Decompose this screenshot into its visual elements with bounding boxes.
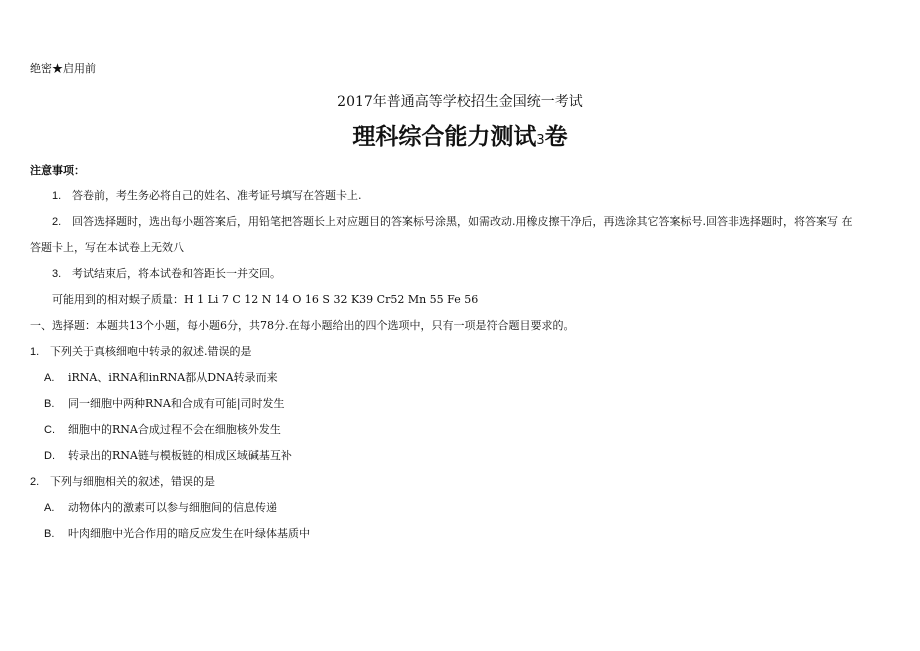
- option-2b: [44, 527, 310, 541]
- notice-item-text: 考试结束后，将本试卷和答距长一并交回。: [72, 267, 281, 280]
- exam-title-sub: 3: [536, 133, 545, 148]
- notice-item-number: 3.: [52, 268, 62, 280]
- notice-item-number: 1.: [52, 190, 62, 202]
- option-text: 动物体内的激素可以参与细胞间的信息传递: [68, 501, 277, 514]
- option-1c: [44, 423, 281, 437]
- option-label: D.: [44, 450, 55, 462]
- notice-item-text: 答卷前，考生务必将自己的姓名、准考证号填写在答题卡上.: [72, 189, 362, 202]
- option-text: iRNA、iRNA和inRNA都从DNA转录而来: [68, 371, 278, 384]
- exam-title: [0, 122, 920, 156]
- option-text: 同一细胞中两种RNA和合成有可能|司时发生: [68, 397, 285, 410]
- option-label: A.: [44, 372, 55, 384]
- option-1b: [44, 397, 285, 411]
- option-1a: [44, 371, 278, 385]
- confidential-mark: 绝密★启用前: [30, 62, 96, 75]
- option-2a: [44, 501, 277, 515]
- exam-year-title: 2017年普通高等学校招生金国统一考试: [337, 94, 583, 110]
- notice-item-1: [52, 189, 362, 203]
- option-text: 细胞中的RNA合成过程不会在细胞核外发生: [68, 423, 281, 436]
- atomic-masses: 可能用到的相对蜈子质量：H 1 Li 7 C 12 N 14 O 16 S 32 K39 Cr52 Mn 55 Fe 56: [52, 293, 479, 306]
- question-2: [30, 475, 215, 489]
- notice-item-text: 回答选择题时，选出每小题答案后，用铅笔把答题长上对应题目的答案标号涂黑，如需改动.用橡皮擦干净后，再选涂其它答案标号.回答非选择题时，将答案写 在: [72, 215, 853, 228]
- notice-item-2: [52, 215, 892, 229]
- notice-heading: 注意事项：: [30, 164, 85, 177]
- question-text: 下列与细胞相关的叙述，错误的是: [50, 475, 215, 488]
- exam-title-main: 理科综合能力测试: [352, 124, 537, 150]
- notice-item-3: [52, 267, 281, 281]
- option-label: A.: [44, 502, 55, 514]
- question-1: [30, 345, 252, 359]
- section-heading: 一、选择题：本题共13个小题，每小题6分，共78分.在每小题给出的四个选项中，只有一项是符合题目要求的。: [30, 319, 575, 332]
- notice-item-2-continuation: 答题卡上，写在本试卷上无效八: [30, 241, 184, 254]
- option-text: 转录出的RNA链与模板链的相成区域碱基互补: [68, 449, 292, 462]
- option-1d: [44, 449, 292, 463]
- exam-title-suffix: 卷: [544, 124, 568, 150]
- option-label: B.: [44, 398, 55, 410]
- option-text: 叶肉细胞中光合作用的暗反应发生在叶绿体基质中: [68, 527, 310, 540]
- question-text: 下列关于真核细咆中转录的叙述.错误的是: [50, 345, 252, 358]
- notice-item-number: 2.: [52, 216, 62, 228]
- option-label: C.: [44, 424, 55, 436]
- question-number: 1.: [30, 346, 40, 358]
- option-label: B.: [44, 528, 55, 540]
- question-number: 2.: [30, 476, 40, 488]
